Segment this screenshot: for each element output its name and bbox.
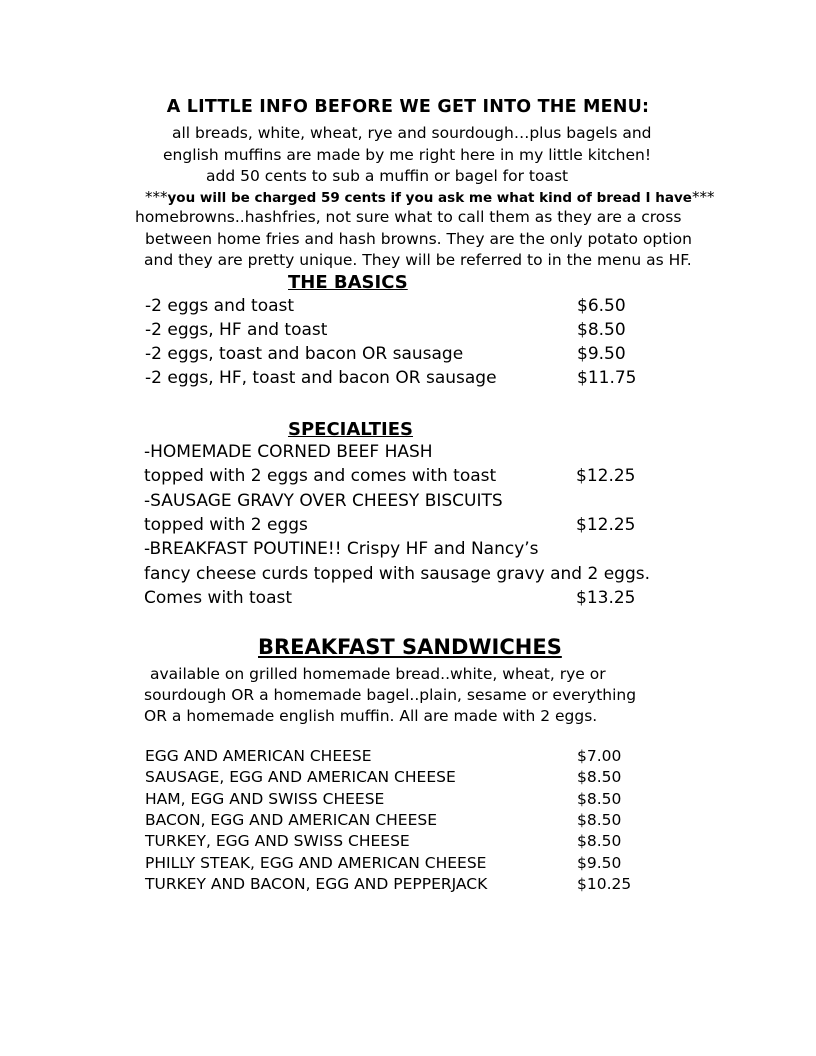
specialty-line-name: fancy cheese curds topped with sausage gravy and 2 eggs. xyxy=(144,563,650,584)
specialty-line-price: $12.25 xyxy=(576,466,636,487)
basics-item-price: $11.75 xyxy=(577,368,637,388)
basics-item-price: $6.50 xyxy=(577,296,626,316)
sandwich-item-name: BACON, EGG AND AMERICAN CHEESE xyxy=(145,810,437,829)
sandwich-item-price: $8.50 xyxy=(577,832,622,851)
basics-item-name: -2 eggs, toast and bacon OR sausage xyxy=(145,344,464,364)
specialty-line-name: topped with 2 eggs xyxy=(144,514,308,535)
basics-item-price: $9.50 xyxy=(577,344,626,364)
specialties-title: SPECIALTIES xyxy=(288,419,414,440)
info-bread-warning: you will be charged 59 cents if you ask me what kind of bread I have xyxy=(167,190,692,206)
info-line-6: between home fries and hash browns. They are the only potato option xyxy=(145,230,692,248)
specialty-line-name: -HOMEMADE CORNED BEEF HASH xyxy=(144,442,433,462)
sandwich-item-name: TURKEY, EGG AND SWISS CHEESE xyxy=(145,832,410,851)
specialty-line-price: $12.25 xyxy=(576,514,636,535)
specialty-line-name: Comes with toast xyxy=(144,587,293,608)
sandwich-item-price: $8.50 xyxy=(577,789,622,808)
info-line-4 xyxy=(145,188,714,206)
info-line-7: and they are pretty unique. They will be referred to in the menu as HF. xyxy=(144,251,692,269)
sandwich-item-price: $7.00 xyxy=(577,747,622,765)
specialty-line-name: -SAUSAGE GRAVY OVER CHEESY BISCUITS xyxy=(144,490,503,511)
info-heading: A LITTLE INFO BEFORE WE GET INTO THE MENU: xyxy=(166,97,650,117)
info-stars-left: *** xyxy=(145,188,168,206)
sandwich-item-price: $10.25 xyxy=(577,874,632,893)
basics-item-price: $8.50 xyxy=(577,320,626,340)
specialty-line-name: topped with 2 eggs and comes with toast xyxy=(144,466,497,487)
sandwich-item-price: $9.50 xyxy=(577,853,622,872)
basics-item-name: -2 eggs and toast xyxy=(145,296,295,316)
sandwiches-desc-1: available on grilled homemade bread..white, wheat, rye or xyxy=(150,665,606,683)
info-line-3: add 50 cents to sub a muffin or bagel for toast xyxy=(206,167,569,185)
sandwiches-title: BREAKFAST SANDWICHES xyxy=(258,635,562,659)
basics-title: THE BASICS xyxy=(288,272,408,293)
info-line-1: all breads, white, wheat, rye and sourdough…plus bagels and xyxy=(172,124,652,142)
sandwich-item-name: PHILLY STEAK, EGG AND AMERICAN CHEESE xyxy=(145,853,487,872)
sandwich-item-price: $8.50 xyxy=(577,810,622,829)
sandwiches-desc-3: OR a homemade english muffin. All are made with 2 eggs. xyxy=(144,707,598,725)
specialty-line-name: -BREAKFAST POUTINE!! Crispy HF and Nancy’s xyxy=(144,539,539,560)
basics-item-name: -2 eggs, HF, toast and bacon OR sausage xyxy=(145,368,497,388)
sandwich-item-name: EGG AND AMERICAN CHEESE xyxy=(145,747,372,765)
specialty-line-price: $13.25 xyxy=(576,587,636,608)
info-line-5: homebrowns..hashfries, not sure what to call them as they are a cross xyxy=(135,208,682,226)
sandwich-item-name: HAM, EGG AND SWISS CHEESE xyxy=(145,789,385,808)
sandwich-item-name: TURKEY AND BACON, EGG AND PEPPERJACK xyxy=(145,874,488,893)
basics-item-name: -2 eggs, HF and toast xyxy=(145,320,328,340)
info-stars-right: *** xyxy=(691,188,715,206)
sandwiches-desc-2: sourdough OR a homemade bagel..plain, sesame or everything xyxy=(144,686,637,704)
sandwich-item-name: SAUSAGE, EGG AND AMERICAN CHEESE xyxy=(145,768,456,787)
info-line-2: english muffins are made by me right here in my little kitchen! xyxy=(163,146,652,164)
sandwich-item-price: $8.50 xyxy=(577,768,622,787)
